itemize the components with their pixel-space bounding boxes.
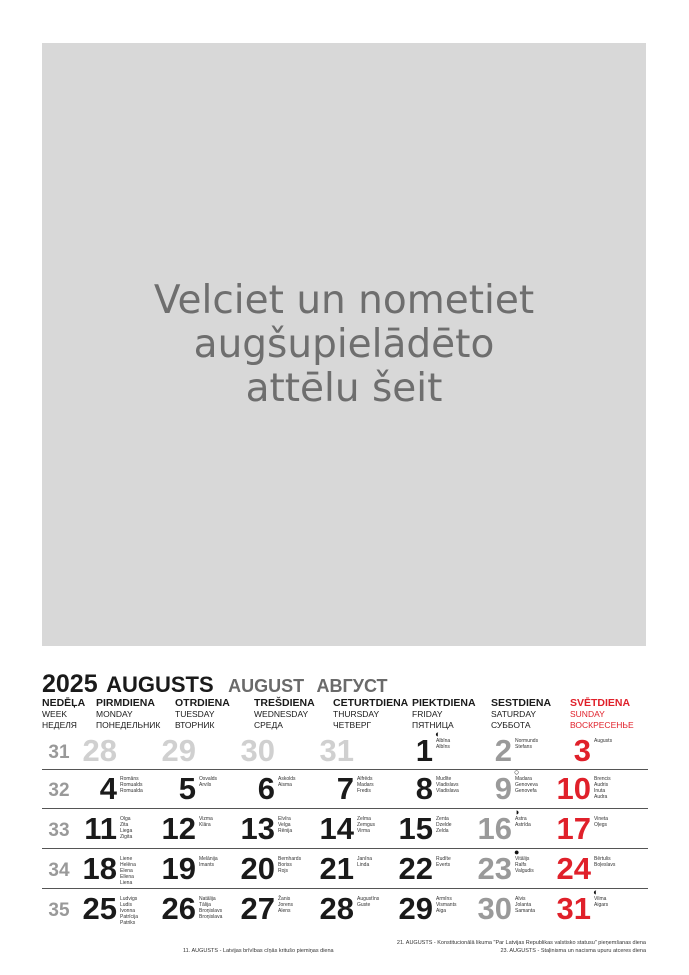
- name-day: Patrīcija: [120, 914, 139, 920]
- name-day: Helēna: [120, 862, 136, 868]
- day-cell[interactable]: [398, 890, 477, 930]
- name-day: Zelda: [436, 828, 449, 834]
- name-days: [199, 856, 218, 868]
- name-day: Jolanta: [515, 902, 532, 908]
- name-day: Vladislavs: [436, 782, 459, 788]
- name-days: [199, 816, 213, 828]
- weekday-header-lv: CETURTDIENA: [333, 697, 409, 709]
- week-number: 31: [48, 742, 70, 763]
- day-number: 2: [494, 733, 512, 768]
- name-day: Rojs: [278, 868, 289, 874]
- weekday-header-en: WEDNESDAY: [254, 709, 309, 719]
- footnote: 23. AUGUSTS - Staļinisma un nacisma upuru atceres diena: [500, 948, 646, 954]
- day-number: 30: [477, 891, 512, 926]
- name-day: Patriks: [120, 920, 136, 926]
- name-days: [436, 816, 452, 834]
- weekday-header: [333, 697, 408, 731]
- day-number: 9: [494, 771, 512, 806]
- day-cell[interactable]: [161, 770, 240, 810]
- name-days: [594, 738, 612, 744]
- name-days: [594, 816, 608, 828]
- week-row: [42, 887, 648, 930]
- name-day: Jorens: [278, 902, 294, 908]
- name-day: Guste: [357, 902, 371, 908]
- name-day: Valgudis: [515, 868, 534, 874]
- day-cell[interactable]: [161, 890, 240, 930]
- day-cell[interactable]: [556, 850, 635, 890]
- day-cell[interactable]: [319, 890, 398, 930]
- name-day: Bernhards: [278, 856, 302, 862]
- day-number: 27: [240, 891, 275, 926]
- day-number: 29: [161, 733, 196, 768]
- week-row: [42, 807, 648, 850]
- photo-placeholder-text: [84, 279, 604, 411]
- name-days: [594, 776, 611, 800]
- weekday-header: [42, 697, 85, 731]
- name-day: Mudīte: [436, 776, 452, 782]
- name-day: Bērtulis: [594, 856, 611, 862]
- name-day: Vilma: [594, 896, 607, 902]
- name-days: [594, 856, 615, 868]
- name-day: Velga: [278, 822, 291, 828]
- weekday-header-lv: TREŠDIENA: [254, 697, 315, 709]
- weekday-header-lv: SESTDIENA: [491, 697, 552, 709]
- name-days: [436, 856, 451, 868]
- day-cell[interactable]: [398, 729, 477, 772]
- name-day: Broņislava: [199, 914, 223, 920]
- name-day: Augustīns: [357, 896, 380, 902]
- name-days: [357, 776, 374, 794]
- name-day: Fredis: [357, 788, 371, 794]
- name-days: [357, 856, 372, 868]
- name-day: Albīns: [436, 744, 450, 750]
- name-days: [436, 738, 450, 750]
- name-day: Alvis: [515, 896, 526, 902]
- day-number: 26: [161, 891, 196, 926]
- day-cell[interactable]: [556, 732, 635, 772]
- moon-phase-icon: ◐: [435, 729, 441, 739]
- day-cell[interactable]: [240, 810, 319, 850]
- weekday-header-ru: ВТОРНИК: [175, 720, 215, 730]
- name-days: [120, 776, 143, 794]
- weekday-header: [570, 697, 634, 731]
- day-cell[interactable]: [398, 770, 477, 810]
- name-day: Broņislavs: [199, 908, 223, 914]
- name-day: Inuta: [594, 788, 606, 794]
- day-cell[interactable]: [240, 850, 319, 890]
- name-day: Boļeslavs: [594, 862, 616, 868]
- day-number: 12: [161, 811, 196, 846]
- name-day: Albīna: [436, 738, 451, 744]
- weekday-header-ru: СРЕДА: [254, 720, 283, 730]
- name-day: Dzelde: [436, 822, 452, 828]
- name-day: Klāra: [199, 822, 211, 828]
- name-day: Rudīte: [436, 856, 451, 862]
- day-number: 16: [477, 811, 512, 846]
- name-day: Augusts: [594, 738, 613, 744]
- week-number: 32: [48, 780, 70, 801]
- name-days: [357, 816, 375, 834]
- day-cell[interactable]: [556, 810, 635, 850]
- name-days: [436, 776, 459, 794]
- name-day: Vitālijs: [515, 856, 530, 862]
- day-number: 20: [240, 851, 275, 886]
- title-month-lv: AUGUSTS: [106, 672, 214, 697]
- day-number: 18: [82, 851, 117, 886]
- name-day: Zigita: [120, 834, 133, 840]
- name-day: Samanta: [515, 908, 536, 914]
- footnote: 11. AUGUSTS - Latvijas brīvības cīņās kritušo piemiņas diena: [183, 948, 334, 954]
- day-number: 14: [319, 811, 354, 846]
- moon-phase-icon: ◐: [593, 887, 599, 897]
- name-day: Vladislava: [436, 788, 459, 794]
- day-cell[interactable]: [240, 770, 319, 810]
- name-day: Melānija: [199, 856, 218, 862]
- name-days: [278, 816, 292, 834]
- name-days: [515, 776, 538, 794]
- day-cell[interactable]: [82, 732, 161, 772]
- day-cell[interactable]: [82, 850, 161, 890]
- weekday-header-lv: PIRMDIENA: [96, 697, 155, 709]
- name-day: Alfrēds: [357, 776, 373, 782]
- day-number: 31: [556, 891, 591, 926]
- day-number: 7: [336, 771, 354, 806]
- day-number: 17: [556, 811, 591, 846]
- weekday-header-lv: OTRDIENA: [175, 697, 230, 709]
- name-day: Alens: [278, 908, 291, 914]
- name-days: [515, 856, 534, 874]
- day-number: 3: [573, 733, 591, 768]
- name-days: [120, 856, 136, 886]
- week-row: [42, 767, 648, 810]
- day-number: 29: [398, 891, 433, 926]
- day-number: 19: [161, 851, 196, 886]
- day-cell[interactable]: [240, 890, 319, 930]
- name-day: Boriss: [278, 862, 292, 868]
- title-year: 2025: [42, 670, 98, 698]
- name-day: Astra: [515, 816, 527, 822]
- day-cell[interactable]: [82, 890, 161, 930]
- day-cell[interactable]: [477, 847, 556, 890]
- name-days: [278, 896, 293, 914]
- day-cell[interactable]: [319, 732, 398, 772]
- day-number: 24: [556, 851, 591, 886]
- day-cell[interactable]: [477, 767, 556, 810]
- weekday-header-ru: СУББОТА: [491, 720, 531, 730]
- day-number: 8: [415, 771, 433, 806]
- name-day: Zenta: [436, 816, 449, 822]
- day-number: 25: [82, 891, 117, 926]
- week-number: 34: [48, 860, 70, 881]
- placeholder-line: augšupielādēto: [193, 321, 495, 367]
- name-days: [515, 738, 538, 750]
- weekday-header-en: WEEK: [42, 709, 68, 719]
- day-number: 30: [240, 733, 275, 768]
- name-day: Zita: [120, 822, 129, 828]
- weekday-header: [491, 697, 551, 731]
- weekday-header-en: FRIDAY: [412, 709, 443, 719]
- weekday-header: [254, 697, 315, 731]
- week-row: [42, 729, 648, 772]
- name-day: Ralfs: [515, 862, 527, 868]
- weekday-header-ru: НЕДЕЛЯ: [42, 720, 77, 730]
- weekday-header-lv: SVĒTDIENA: [570, 697, 631, 709]
- name-day: Rēnija: [278, 828, 293, 834]
- day-cell[interactable]: [319, 850, 398, 890]
- name-day: Aigars: [594, 902, 609, 908]
- name-day: Genoveva: [515, 782, 538, 788]
- name-day: Vizma: [199, 816, 213, 822]
- weekday-header-en: SUNDAY: [570, 709, 605, 719]
- placeholder-line: attēlu šeit: [245, 365, 443, 411]
- name-day: Genovefa: [515, 788, 537, 794]
- day-cell[interactable]: [477, 890, 556, 930]
- day-cell[interactable]: [82, 810, 161, 850]
- name-day: Žanis: [278, 896, 291, 902]
- day-number: 23: [477, 851, 512, 886]
- name-day: Olga: [120, 816, 131, 822]
- day-number: 5: [178, 771, 196, 806]
- day-cell[interactable]: [556, 887, 635, 930]
- name-day: Madara: [515, 776, 532, 782]
- name-day: Audris: [594, 782, 609, 788]
- moon-phase-icon: ●: [514, 847, 520, 857]
- name-day: Romāns: [120, 776, 139, 782]
- day-number: 6: [257, 771, 275, 806]
- name-day: Linda: [357, 862, 370, 868]
- weekday-header-en: THURSDAY: [333, 709, 380, 719]
- weekday-header-en: SATURDAY: [491, 709, 537, 719]
- title-month-ru: АВГУСТ: [316, 676, 388, 696]
- name-days: [199, 896, 222, 920]
- name-day: Madars: [357, 782, 374, 788]
- name-day: Aiga: [436, 908, 447, 914]
- day-cell[interactable]: [161, 850, 240, 890]
- day-cell[interactable]: [161, 810, 240, 850]
- week-row: [42, 847, 648, 890]
- weekday-header: [412, 697, 476, 731]
- name-days: [594, 896, 608, 908]
- weekday-header: [175, 697, 230, 731]
- weekday-header-en: MONDAY: [96, 709, 133, 719]
- day-number: 22: [398, 851, 433, 886]
- name-day: Everts: [436, 862, 451, 868]
- name-day: Virma: [357, 828, 370, 834]
- name-days: [120, 816, 132, 840]
- name-day: Ludis: [120, 902, 132, 908]
- name-days: [278, 856, 301, 874]
- day-cell[interactable]: [161, 732, 240, 772]
- day-number: 4: [99, 771, 117, 806]
- name-days: [120, 896, 138, 926]
- weekday-header-lv: NEDĒĻA: [42, 697, 86, 709]
- name-day: Elena: [120, 868, 133, 874]
- name-days: [436, 896, 456, 914]
- name-day: Arvils: [199, 782, 212, 788]
- day-cell[interactable]: [556, 770, 635, 810]
- name-day: Aisma: [278, 782, 292, 788]
- name-days: [515, 816, 531, 828]
- calendar-title: [42, 670, 388, 698]
- name-day: Stefans: [515, 744, 532, 750]
- name-day: Elvīra: [278, 816, 291, 822]
- day-number: 10: [556, 771, 591, 806]
- day-number: 28: [319, 891, 354, 926]
- name-day: Zemgus: [357, 822, 376, 828]
- weekday-header-lv: PIEKTDIENA: [412, 697, 476, 709]
- placeholder-line: Velciet un nometiet: [153, 277, 535, 323]
- name-day: Janīna: [357, 856, 373, 862]
- weekday-header-en: TUESDAY: [175, 709, 215, 719]
- weekday-header-ru: ВОСКРЕСЕНЬЕ: [570, 720, 634, 730]
- day-cell[interactable]: [398, 850, 477, 890]
- week-number: 33: [48, 820, 70, 841]
- day-cell[interactable]: [477, 732, 556, 772]
- name-day: Vineta: [594, 816, 609, 822]
- name-days: [357, 896, 379, 908]
- name-day: Romualds: [120, 782, 143, 788]
- day-number: 1: [415, 733, 433, 768]
- day-cell[interactable]: [82, 770, 161, 810]
- name-day: Armīns: [436, 896, 452, 902]
- weekday-header-ru: ПОНЕДЕЛЬНИК: [96, 720, 161, 730]
- name-day: Liega: [120, 828, 133, 834]
- day-cell[interactable]: [240, 732, 319, 772]
- name-day: Osvalds: [199, 776, 218, 782]
- name-day: Oļegs: [594, 822, 608, 828]
- day-number: 31: [319, 733, 354, 768]
- name-day: Liena: [120, 880, 133, 886]
- name-day: Vismants: [436, 902, 457, 908]
- week-number: 35: [48, 900, 70, 921]
- moon-phase-icon: ◑: [514, 807, 520, 817]
- name-day: Romualda: [120, 788, 143, 794]
- name-day: Normunds: [515, 738, 539, 744]
- name-days: [515, 896, 535, 914]
- day-cell[interactable]: [477, 807, 556, 850]
- name-days: [199, 776, 217, 788]
- name-day: Brencis: [594, 776, 611, 782]
- name-day: Zelma: [357, 816, 371, 822]
- day-cell[interactable]: [319, 810, 398, 850]
- name-day: Askolds: [278, 776, 296, 782]
- weekday-header-ru: ЧЕТВЕРГ: [333, 720, 372, 730]
- footnote: 21. AUGUSTS - Konstitucionālā likuma "Par Latvijas Republikas valstisko statusu" pieņemšanas diena: [396, 940, 646, 946]
- name-day: Astrīda: [515, 822, 531, 828]
- day-cell[interactable]: [398, 810, 477, 850]
- moon-phase-icon: ○: [514, 767, 520, 777]
- name-day: Ellena: [120, 874, 134, 880]
- name-day: Audra: [594, 794, 608, 800]
- name-day: Liene: [120, 856, 133, 862]
- day-number: 28: [82, 733, 117, 768]
- title-month-en: AUGUST: [228, 676, 305, 696]
- day-number: 11: [84, 811, 117, 846]
- day-number: 13: [240, 811, 275, 846]
- weekday-header: [96, 697, 160, 731]
- name-day: Natālija: [199, 896, 216, 902]
- name-days: [278, 776, 296, 788]
- day-cell[interactable]: [319, 770, 398, 810]
- day-number: 21: [319, 851, 354, 886]
- name-day: Ivonna: [120, 908, 136, 914]
- photo-drop-zone[interactable]: [42, 43, 646, 646]
- name-day: Tālija: [199, 902, 211, 908]
- name-day: Imants: [199, 862, 215, 868]
- weekday-header-ru: ПЯТНИЦА: [412, 720, 454, 730]
- day-number: 15: [398, 811, 433, 846]
- name-day: Ludvigs: [120, 896, 138, 902]
